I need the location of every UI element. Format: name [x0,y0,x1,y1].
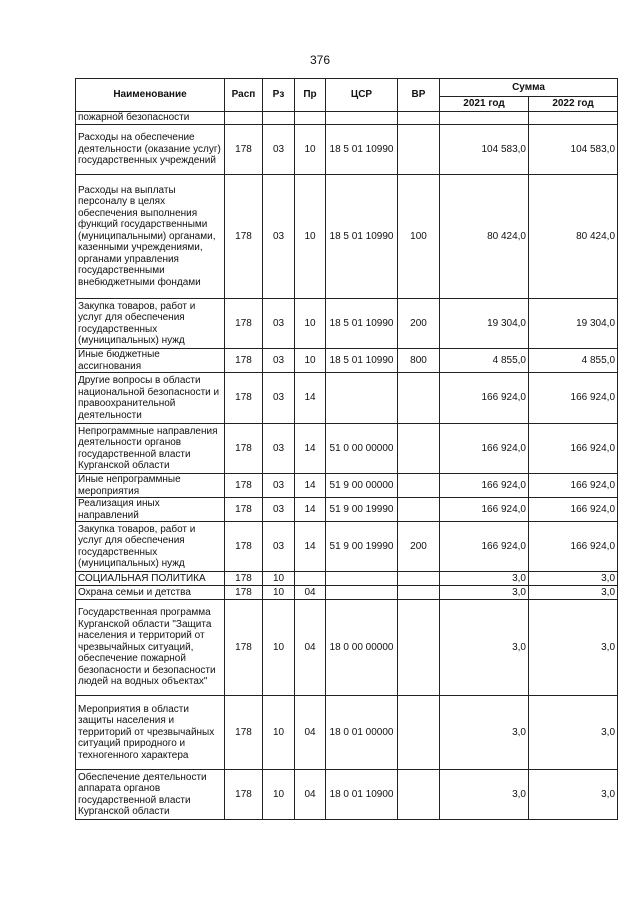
table-row [76,125,618,175]
table-row [76,175,618,299]
cell-rasp [225,112,263,125]
cell-rz: 10 [263,696,295,770]
cell-amount-2021: 166 924,0 [440,498,529,522]
cell-name: Расходы на выплаты персоналу в целях обеспечения выполнения функций государственными (муниципальными) органами, казенными учреждениями, органами управления государственными внебюджетными фондами [76,175,225,299]
cell-amount-2021: 19 304,0 [440,299,529,349]
cell-name: Иные непрограммные мероприятия [76,474,225,498]
cell-pr: 14 [295,522,326,572]
table-row [76,112,618,125]
cell-pr: 04 [295,600,326,696]
cell-pr: 04 [295,586,326,600]
cell-name: Обеспечение деятельности аппарата органов государственной власти Курганской области [76,770,225,820]
header-csr: ЦСР [326,79,398,112]
cell-amount-2022: 4 855,0 [529,349,618,373]
cell-amount-2021: 3,0 [440,586,529,600]
cell-amount-2022: 3,0 [529,572,618,586]
cell-csr [326,586,398,600]
cell-vr [398,600,440,696]
table-row [76,770,618,820]
table-row [76,572,618,586]
cell-pr: 14 [295,498,326,522]
table-row [76,373,618,424]
table-row [76,498,618,522]
cell-pr: 10 [295,299,326,349]
cell-name: Реализация иных направлений [76,498,225,522]
cell-rz: 03 [263,424,295,474]
cell-name: Мероприятия в области защиты населения и территорий от чрезвычайных ситуаций природного и техногенного характера [76,696,225,770]
table-row [76,349,618,373]
cell-name: Государственная программа Курганской области "Защита населения и территорий от чрезвычайных ситуаций, обеспечение пожарной безопасности и безопасности людей на водных объектах" [76,600,225,696]
cell-vr [398,424,440,474]
cell-csr [326,572,398,586]
cell-csr: 51 9 00 00000 [326,474,398,498]
cell-rasp: 178 [225,498,263,522]
cell-csr: 18 5 01 10990 [326,175,398,299]
cell-csr: 18 5 01 10990 [326,299,398,349]
cell-rz: 10 [263,572,295,586]
cell-amount-2022: 166 924,0 [529,424,618,474]
cell-pr: 10 [295,125,326,175]
cell-csr: 51 9 00 19990 [326,498,398,522]
cell-vr: 800 [398,349,440,373]
table-row [76,424,618,474]
cell-vr [398,373,440,424]
table-row [76,299,618,349]
cell-amount-2022: 104 583,0 [529,125,618,175]
cell-amount-2022: 166 924,0 [529,474,618,498]
cell-pr [295,112,326,125]
header-rz: Рз [263,79,295,112]
cell-rz: 03 [263,522,295,572]
cell-pr: 04 [295,696,326,770]
cell-csr: 18 0 01 00000 [326,696,398,770]
cell-amount-2022: 3,0 [529,696,618,770]
cell-pr [295,572,326,586]
header-vr: ВР [398,79,440,112]
header-rasp: Расп [225,79,263,112]
cell-amount-2022: 3,0 [529,586,618,600]
cell-rz: 03 [263,498,295,522]
cell-rasp: 178 [225,349,263,373]
header-name: Наименование [76,79,225,112]
cell-csr: 18 0 00 00000 [326,600,398,696]
cell-amount-2021: 166 924,0 [440,522,529,572]
cell-rasp: 178 [225,572,263,586]
cell-rasp: 178 [225,696,263,770]
cell-vr [398,770,440,820]
cell-rasp: 178 [225,175,263,299]
cell-csr: 51 0 00 00000 [326,424,398,474]
table-row [76,522,618,572]
cell-amount-2022: 3,0 [529,770,618,820]
cell-name: Иные бюджетные ассигнования [76,349,225,373]
cell-amount-2021: 166 924,0 [440,373,529,424]
cell-vr [398,125,440,175]
cell-vr [398,112,440,125]
page-number: 376 [309,53,331,67]
cell-vr [398,572,440,586]
cell-amount-2021: 166 924,0 [440,474,529,498]
table-row [76,600,618,696]
cell-rasp: 178 [225,424,263,474]
cell-pr: 14 [295,424,326,474]
table-row [76,696,618,770]
cell-rz: 03 [263,175,295,299]
cell-rz: 10 [263,586,295,600]
cell-amount-2021: 3,0 [440,696,529,770]
cell-pr: 14 [295,373,326,424]
cell-amount-2021: 166 924,0 [440,424,529,474]
table-body [76,112,618,820]
cell-amount-2021: 4 855,0 [440,349,529,373]
cell-name: Непрограммные направления деятельности органов государственной власти Курганской области [76,424,225,474]
cell-csr: 18 5 01 10990 [326,349,398,373]
cell-rz: 03 [263,125,295,175]
cell-pr: 14 [295,474,326,498]
cell-rz: 03 [263,373,295,424]
cell-csr [326,373,398,424]
cell-name: СОЦИАЛЬНАЯ ПОЛИТИКА [76,572,225,586]
cell-amount-2021: 3,0 [440,572,529,586]
cell-rasp: 178 [225,474,263,498]
cell-amount-2022: 19 304,0 [529,299,618,349]
cell-pr: 04 [295,770,326,820]
cell-amount-2021: 3,0 [440,770,529,820]
cell-amount-2022: 166 924,0 [529,522,618,572]
cell-amount-2021: 3,0 [440,600,529,696]
cell-vr [398,586,440,600]
cell-amount-2022: 166 924,0 [529,498,618,522]
cell-name: Закупка товаров, работ и услуг для обеспечения государственных (муниципальных) нужд [76,522,225,572]
table-row [76,474,618,498]
cell-rasp: 178 [225,299,263,349]
cell-rz [263,112,295,125]
cell-rasp: 178 [225,373,263,424]
cell-rasp: 178 [225,770,263,820]
cell-amount-2021: 104 583,0 [440,125,529,175]
header-year-2021: 2021 год [440,97,529,112]
cell-amount-2021: 80 424,0 [440,175,529,299]
cell-vr: 200 [398,522,440,572]
cell-amount-2022 [529,112,618,125]
cell-rasp: 178 [225,586,263,600]
cell-csr: 51 9 00 19990 [326,522,398,572]
header-sum: Сумма [440,79,618,97]
cell-amount-2022: 166 924,0 [529,373,618,424]
cell-rz: 10 [263,770,295,820]
cell-rz: 03 [263,349,295,373]
cell-rasp: 178 [225,522,263,572]
cell-pr: 10 [295,349,326,373]
cell-vr: 200 [398,299,440,349]
cell-name: Расходы на обеспечение деятельности (оказание услуг) государственных учреждений [76,125,225,175]
cell-rasp: 178 [225,125,263,175]
cell-amount-2021 [440,112,529,125]
cell-amount-2022: 3,0 [529,600,618,696]
cell-csr: 18 5 01 10990 [326,125,398,175]
cell-vr: 100 [398,175,440,299]
cell-csr: 18 0 01 10900 [326,770,398,820]
cell-rz: 10 [263,600,295,696]
cell-vr [398,498,440,522]
header-pr: Пр [295,79,326,112]
cell-pr: 10 [295,175,326,299]
cell-rz: 03 [263,474,295,498]
cell-csr [326,112,398,125]
cell-name: Другие вопросы в области национальной безопасности и правоохранительной деятельности [76,373,225,424]
cell-rasp: 178 [225,600,263,696]
cell-vr [398,474,440,498]
cell-name: Закупка товаров, работ и услуг для обеспечения государственных (муниципальных) нужд [76,299,225,349]
cell-vr [398,696,440,770]
cell-name: Охрана семьи и детства [76,586,225,600]
header-year-2022: 2022 год [529,97,618,112]
cell-rz: 03 [263,299,295,349]
cell-name: пожарной безопасности [76,112,225,125]
budget-table [75,78,618,820]
cell-amount-2022: 80 424,0 [529,175,618,299]
table-row [76,586,618,600]
